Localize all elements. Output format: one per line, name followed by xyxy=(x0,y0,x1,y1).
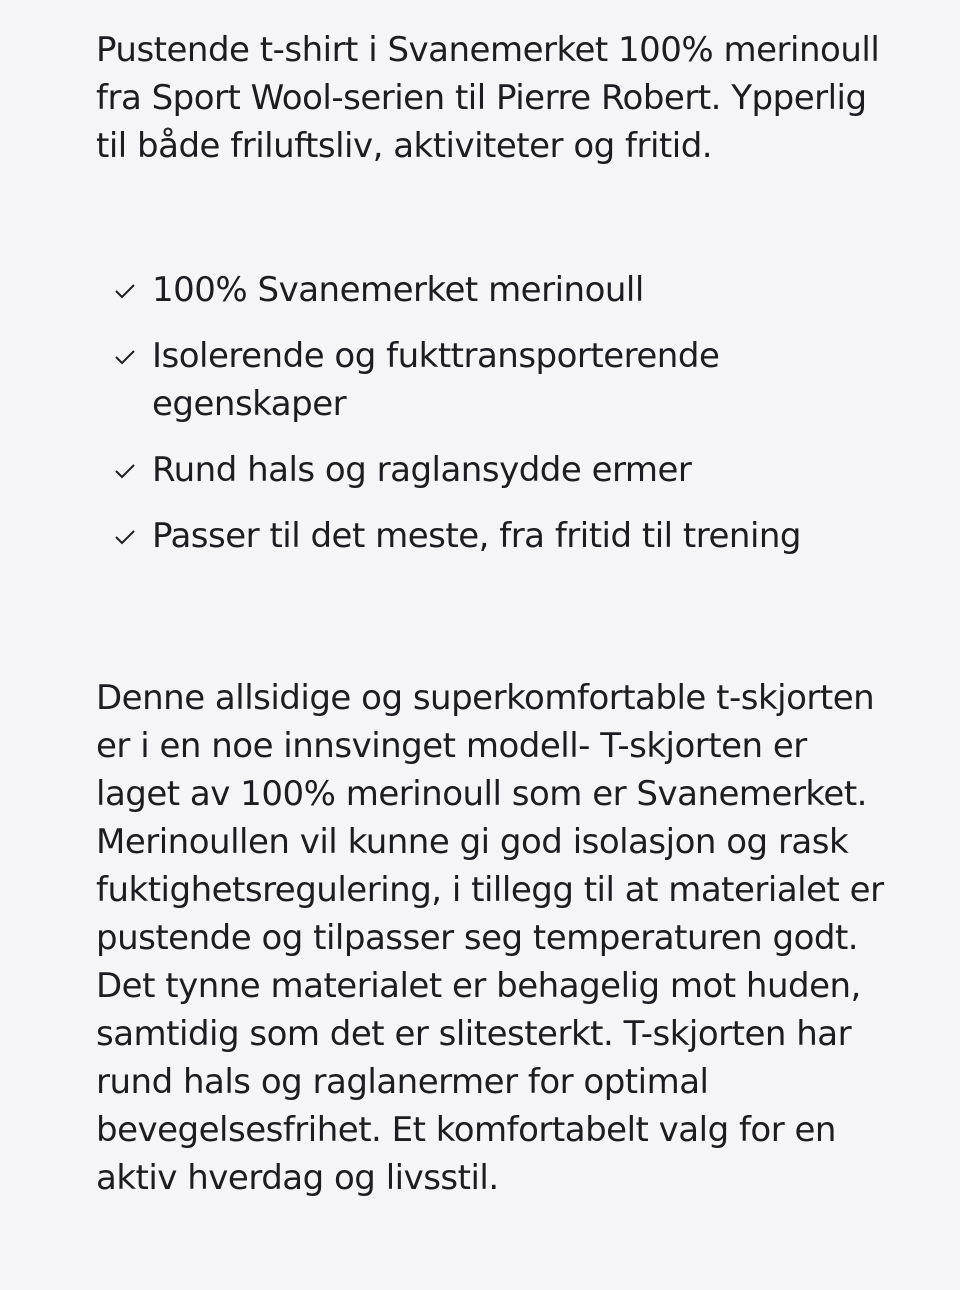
feature-item xyxy=(114,512,814,560)
product-intro-text: Pustende t-shirt i Svanemerket 100% merinoull fra Sport Wool-serien til Pierre Robert. Ypperlig til både friluftsliv, aktiviteter og fritid. xyxy=(96,30,880,166)
feature-item xyxy=(114,332,814,428)
check-icon xyxy=(114,529,136,545)
product-long-description: Denne allsidige og superkomfortable t-skjorten er i en noe innsvinget modell- T-skjorten er laget av 100% merinoull som er Svanemerket. Merinoullen vil kunne gi god isolasjon og rask fuktighetsregulering, i tillegg til at materialet er pustende og tilpasser seg temperaturen godt. Det tynne materialet er behagelig mot huden, samtidig som det er slitesterkt. T-skjorten har rund hals og raglanermer for optimal bevegelsesfrihet. Et komfortabelt valg for en aktiv hverdag og livsstil. xyxy=(96,678,884,1198)
feature-label: Passer til det meste, fra fritid til trening xyxy=(152,516,802,556)
feature-label: Rund hals og raglansydde ermer xyxy=(152,450,692,490)
feature-item xyxy=(114,266,814,314)
feature-label: Isolerende og fukttransporterende egenskaper xyxy=(152,336,720,424)
check-icon xyxy=(114,349,136,365)
check-icon xyxy=(114,283,136,299)
feature-label: 100% Svanemerket merinoull xyxy=(152,270,644,310)
feature-item xyxy=(114,446,814,494)
product-description-section xyxy=(96,26,886,1198)
check-icon xyxy=(114,463,136,479)
feature-list xyxy=(114,266,814,578)
